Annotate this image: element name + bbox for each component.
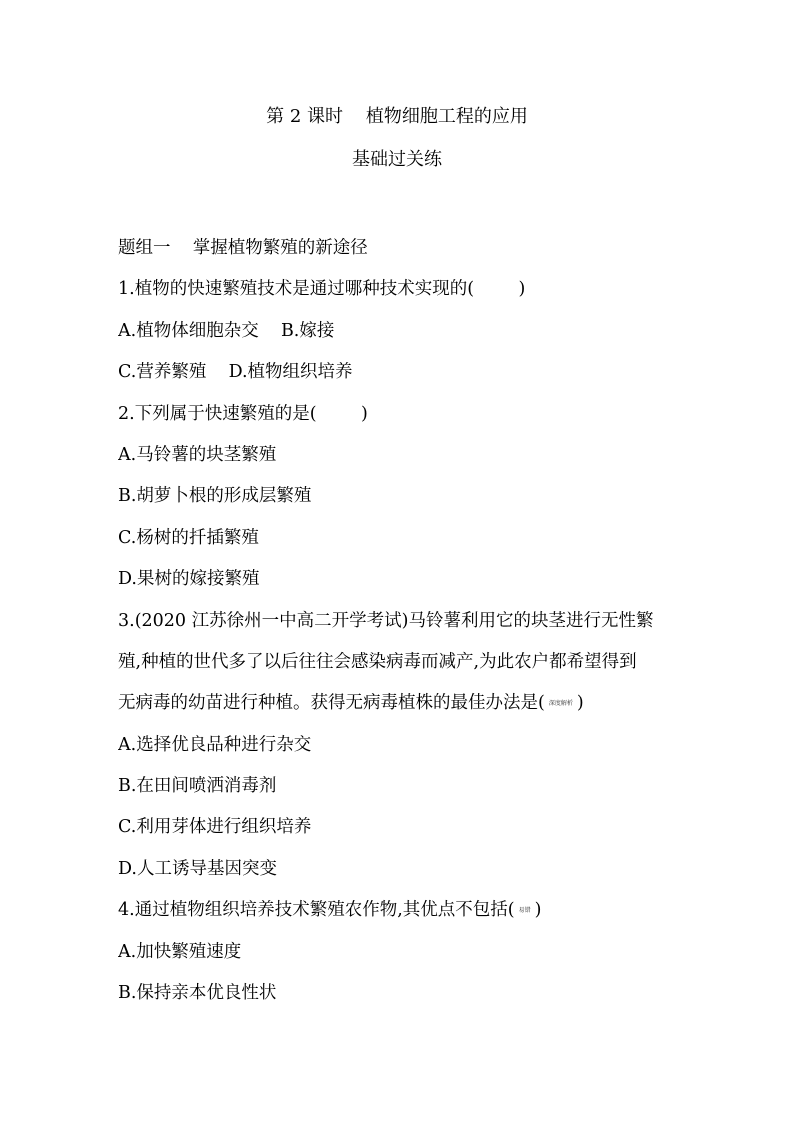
difficulty-tag: 深度解析 bbox=[548, 700, 573, 708]
question-option: D.人工诱导基因突变 bbox=[118, 858, 277, 879]
difficulty-tag: 易错 bbox=[518, 907, 531, 915]
question-stem-line bbox=[118, 683, 688, 724]
question-stem-text: ) bbox=[576, 693, 584, 714]
question-stem-text: 无病毒的幼苗进行种植。获得无病毒植株的最佳办法是( bbox=[118, 693, 545, 714]
section-heading: 题组一 掌握植物繁殖的新途径 bbox=[118, 238, 368, 258]
question-stem-text: ) bbox=[534, 900, 542, 921]
question-option: D.果树的嫁接繁殖 bbox=[118, 569, 260, 590]
question-option: A.选择优良品种进行杂交 bbox=[118, 734, 312, 755]
question-option: B.胡萝卜根的形成层繁殖 bbox=[118, 486, 312, 507]
question-stem bbox=[118, 890, 688, 931]
question-option: B.在田间喷洒消毒剂 bbox=[118, 776, 277, 797]
question-option: A.马铃薯的块茎繁殖 bbox=[118, 444, 277, 465]
question-option: C.营养繁殖 D.植物组织培养 bbox=[118, 362, 353, 383]
question-stem-line: 3.(2020 江苏徐州一中高二开学考试)马铃薯利用它的块茎进行无性繁 bbox=[118, 610, 654, 631]
question-option: A.植物体细胞杂交 B.嫁接 bbox=[118, 320, 335, 341]
page-title: 第 2 课时 植物细胞工程的应用 bbox=[266, 106, 528, 127]
question-option: C.利用芽体进行组织培养 bbox=[118, 817, 312, 838]
document-content bbox=[118, 228, 688, 1014]
question-3 bbox=[118, 601, 688, 891]
page-subtitle: 基础过关练 bbox=[352, 149, 442, 170]
question-stem: 2.下列属于快速繁殖的是( ) bbox=[118, 403, 368, 424]
question-stem-line: 殖,种植的世代多了以后往往会感染病毒而减产,为此农户都希望得到 bbox=[118, 651, 637, 672]
question-option: C.杨树的扦插繁殖 bbox=[118, 527, 259, 548]
question-stem-text: 4.通过植物组织培养技术繁殖农作物,其优点不包括( bbox=[118, 900, 515, 921]
question-1 bbox=[118, 269, 688, 393]
question-2 bbox=[118, 394, 688, 601]
question-stem: 1.植物的快速繁殖技术是通过哪种技术实现的( ) bbox=[118, 279, 526, 300]
question-option: B.保持亲本优良性状 bbox=[118, 983, 277, 1004]
question-4 bbox=[118, 890, 688, 1014]
question-option: A.加快繁殖速度 bbox=[118, 941, 242, 962]
